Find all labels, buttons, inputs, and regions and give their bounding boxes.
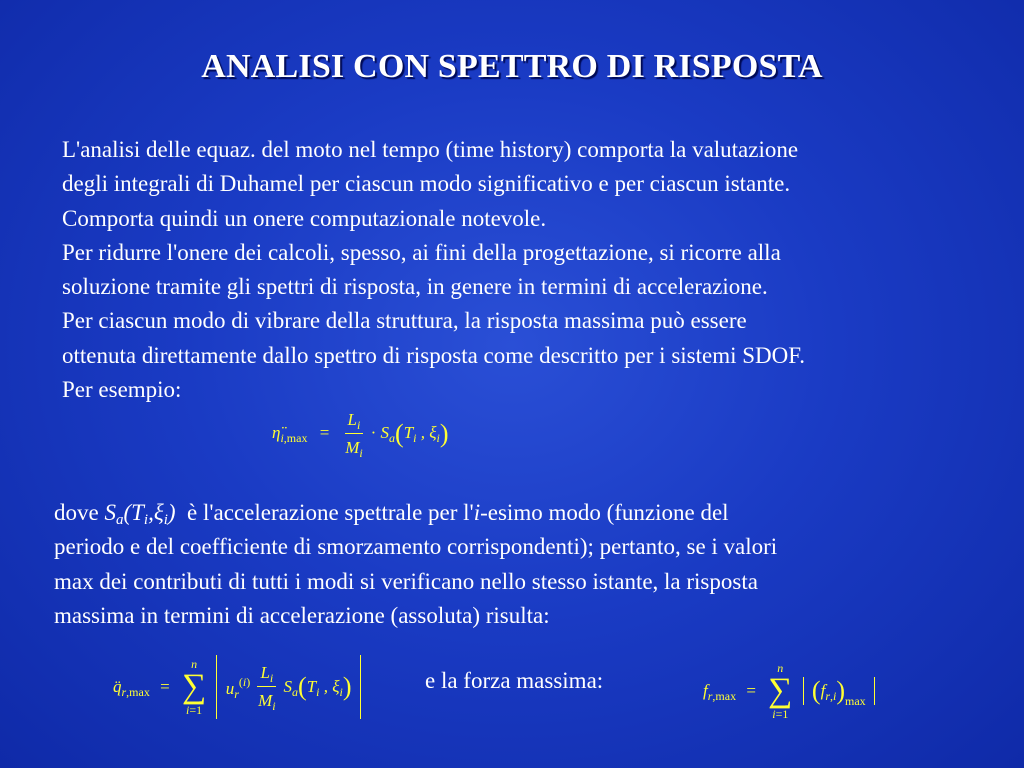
- text-line: Per esempio:: [62, 377, 182, 403]
- text-line: ottenuta direttamente dallo spettro di risposta come descritto per i sistemi SDOF.: [62, 342, 805, 368]
- text-line: [54, 496, 994, 530]
- text-line: max dei contributi di tutti i modi si verificano nello stesso istante, la risposta: [54, 568, 758, 594]
- equation-max-force: $f_{r,max}$ = n ∑ i=1 $(f_{r,i})_{max}$: [703, 662, 879, 720]
- dove-text-b: -esimo modo (funzione del: [480, 500, 729, 525]
- dove-word: dove: [54, 500, 99, 525]
- equation-modal-acceleration: $\etä_{i,max}$ = $\frac{L_i}{M_i}$ · $S_a(T_i$ , $\xi_i$): [272, 410, 449, 460]
- text-line: massima in termini di accelerazione (assoluta) risulta:: [54, 602, 550, 628]
- slide-title: ANALISI CON SPETTRO DI RISPOSTA: [201, 48, 823, 85]
- dove-paragraph: [54, 496, 994, 633]
- intro-paragraph: [62, 133, 992, 407]
- text-line: Per ciascun modo di vibrare della struttura, la risposta massima può essere: [62, 308, 747, 334]
- text-line: Per ridurre l'onere dei calcoli, spesso, ai fini della progettazione, si ricorre alla: [62, 239, 781, 265]
- text-line: L'analisi delle equaz. del moto nel tempo (time history) comporta la valutazione: [62, 137, 799, 162]
- equation-total-acceleration: $q̈_{r,max}$ = n ∑ i=1 $u_r^{(i)}$ $\frac{L_i}{M_i}$ $S_a(T_i$ , $\xi_i$): [113, 655, 365, 719]
- dove-text-a: è l'accelerazione spettrale per l': [187, 500, 474, 525]
- forza-label: e la forza massima:: [425, 668, 604, 693]
- spectral-symbol: $S_a(T_i,\xi_i)$: [104, 500, 176, 528]
- i-letter: i: [473, 500, 481, 525]
- text-line: Comporta quindi un onere computazionale notevole.: [62, 205, 547, 231]
- text-line: periodo e del coefficiente di smorzamento corrispondenti); pertanto, se i valori: [54, 534, 778, 560]
- text-line: soluzione tramite gli spettri di risposta, in genere in termini di accelerazione.: [62, 274, 768, 300]
- text-line: degli integrali di Duhamel per ciascun modo significativo e per ciascun istante.: [62, 171, 791, 197]
